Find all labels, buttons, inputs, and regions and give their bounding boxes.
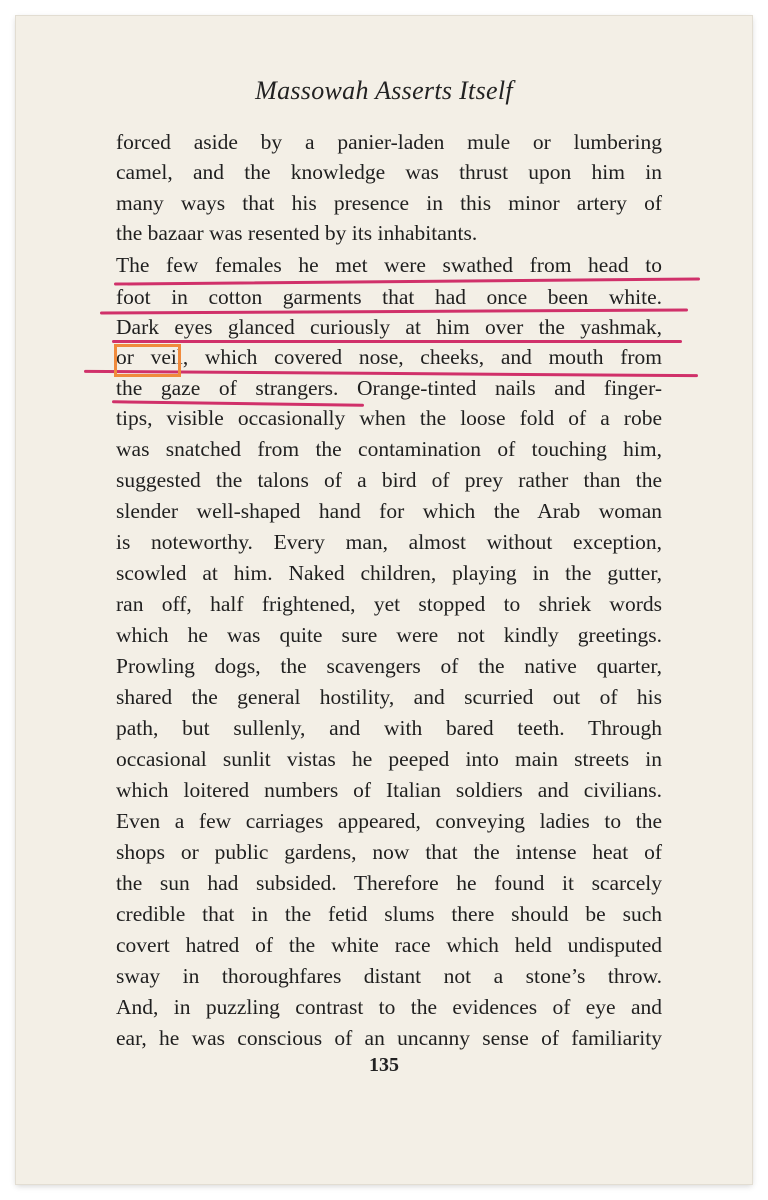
text-line: was snatched from the contamination of touching him, [116, 437, 662, 461]
text-line: path, but sullenly, and with bared teeth. Through [116, 716, 662, 740]
text-line: the bazaar was resented by its inhabitants. [116, 221, 478, 245]
text-line: the sun had subsided. Therefore he found it scarcely [116, 871, 662, 895]
page-number: 135 [369, 1054, 399, 1076]
text-line: the gaze of strangers. Orange-tinted nails and finger- [116, 376, 662, 400]
text-line: which he was quite sure were not kindly greetings. [116, 623, 662, 647]
text-line: slender well-shaped hand for which the Arab woman [116, 499, 662, 523]
text-line: forced aside by a panier-laden mule or lumbering [116, 130, 662, 154]
text-line: occasional sunlit vistas he peeped into main streets in [116, 747, 662, 771]
text-line: many ways that his presence in this minor artery of [116, 191, 662, 215]
text-line: scowled at him. Naked children, playing in the gutter, [116, 561, 662, 585]
text-line: Even a few carriages appeared, conveying ladies to the [116, 809, 662, 833]
text-line: shared the general hostility, and scurried out of his [116, 685, 662, 709]
text-line: ear, he was conscious of an uncanny sense of familiarity [116, 1026, 662, 1050]
text-line: covert hatred of the white race which held undisputed [116, 933, 662, 957]
text-line: Prowling dogs, the scavengers of the native quarter, [116, 654, 662, 678]
text-line: sway in thoroughfares distant not a stone’s throw. [116, 964, 662, 988]
text-line: shops or public gardens, now that the intense heat of [116, 840, 662, 864]
text-line: The few females he met were swathed from head to [116, 253, 662, 277]
text-line: Dark eyes glanced curiously at him over the yashmak, [116, 315, 662, 339]
highlight-box [114, 344, 181, 377]
text-line: credible that in the fetid slums there should be such [116, 902, 662, 926]
text-line: or veil, which covered nose, cheeks, and mouth from [116, 345, 662, 369]
text-line: tips, visible occasionally when the loose fold of a robe [116, 406, 662, 430]
text-line: which loitered numbers of Italian soldiers and civilians. [116, 778, 662, 802]
highlight-underline [112, 340, 682, 343]
text-line: foot in cotton garments that had once been white. [116, 285, 662, 309]
text-line: is noteworthy. Every man, almost without exception, [116, 530, 662, 554]
running-header: Massowah Asserts Itself [255, 76, 513, 105]
text-line: ran off, half frightened, yet stopped to shriek words [116, 592, 662, 616]
text-line: And, in puzzling contrast to the evidences of eye and [116, 995, 662, 1019]
text-line: suggested the talons of a bird of prey rather than the [116, 468, 662, 492]
text-line: camel, and the knowledge was thrust upon him in [116, 160, 662, 184]
